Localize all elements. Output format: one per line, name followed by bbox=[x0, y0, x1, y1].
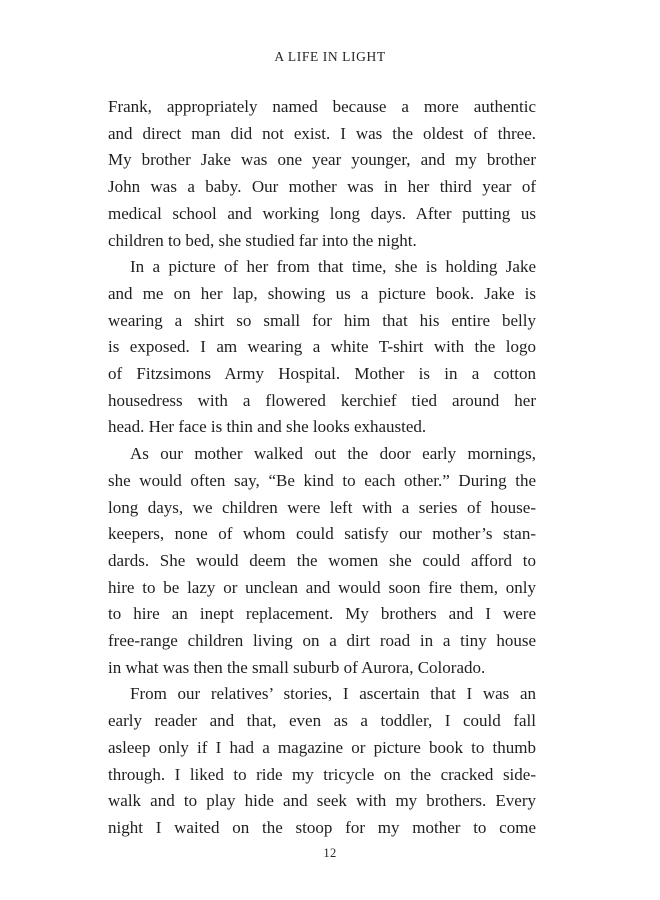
text-line: My brother Jake was one year younger, and my brother bbox=[108, 150, 536, 170]
text-line: of Fitzsimons Army Hospital. Mother is in a cotton bbox=[108, 364, 536, 384]
text-line: night I waited on the stoop for my mother to come bbox=[108, 817, 536, 837]
page-number: 12 bbox=[323, 846, 337, 860]
paragraph-3 bbox=[108, 441, 536, 681]
text-line: to hire an inept replacement. My brothers and I were bbox=[108, 604, 536, 624]
text-line: early reader and that, even as a toddler, I could fall bbox=[108, 711, 536, 731]
text-line: hire to be lazy or unclean and would soon fire them, only bbox=[108, 577, 536, 597]
text-line: and me on her lap, showing us a picture book. Jake is bbox=[108, 283, 536, 303]
text-line: walk and to play hide and seek with my brothers. Every bbox=[108, 791, 536, 811]
body-text bbox=[108, 94, 536, 842]
paragraph-2 bbox=[108, 254, 536, 441]
text-line: Frank, appropriately named because a more authentic bbox=[108, 97, 536, 116]
text-line: As our mother walked out the door early mornings, bbox=[130, 444, 536, 464]
text-line: children to bed, she studied far into the night. bbox=[108, 230, 417, 250]
text-line: head. Her face is thin and she looks exhausted. bbox=[108, 417, 427, 437]
text-line: through. I liked to ride my tricycle on the cracked side- bbox=[108, 764, 536, 784]
paragraph-4 bbox=[108, 681, 536, 841]
text-line: housedress with a flowered kerchief tied around her bbox=[108, 390, 536, 410]
text-line: long days, we children were left with a series of house- bbox=[108, 497, 536, 517]
text-line: wearing a shirt so small for him that his entire belly bbox=[108, 310, 536, 330]
text-line: asleep only if I had a magazine or picture book to thumb bbox=[108, 737, 536, 757]
text-line: keepers, none of whom could satisfy our mother’s stan- bbox=[108, 524, 536, 544]
text-line: and direct man did not exist. I was the oldest of three. bbox=[108, 123, 536, 143]
text-line: John was a baby. Our mother was in her third year of bbox=[108, 177, 536, 197]
text-line: medical school and working long days. After putting us bbox=[108, 203, 536, 223]
running-head: A LIFE IN LIGHT bbox=[274, 49, 386, 64]
text-line: in what was then the small suburb of Aurora, Colorado. bbox=[108, 657, 486, 677]
text-line: From our relatives’ stories, I ascertain that I was an bbox=[130, 684, 536, 704]
text-line: In a picture of her from that time, she is holding Jake bbox=[130, 257, 536, 277]
text-line: she would often say, “Be kind to each other.” During the bbox=[108, 470, 536, 490]
text-line: is exposed. I am wearing a white T-shirt with the logo bbox=[108, 337, 536, 357]
text-line: free-range children living on a dirt road in a tiny house bbox=[108, 631, 536, 651]
text-line: dards. She would deem the women she could afford to bbox=[108, 550, 536, 570]
paragraph-1 bbox=[108, 94, 536, 254]
